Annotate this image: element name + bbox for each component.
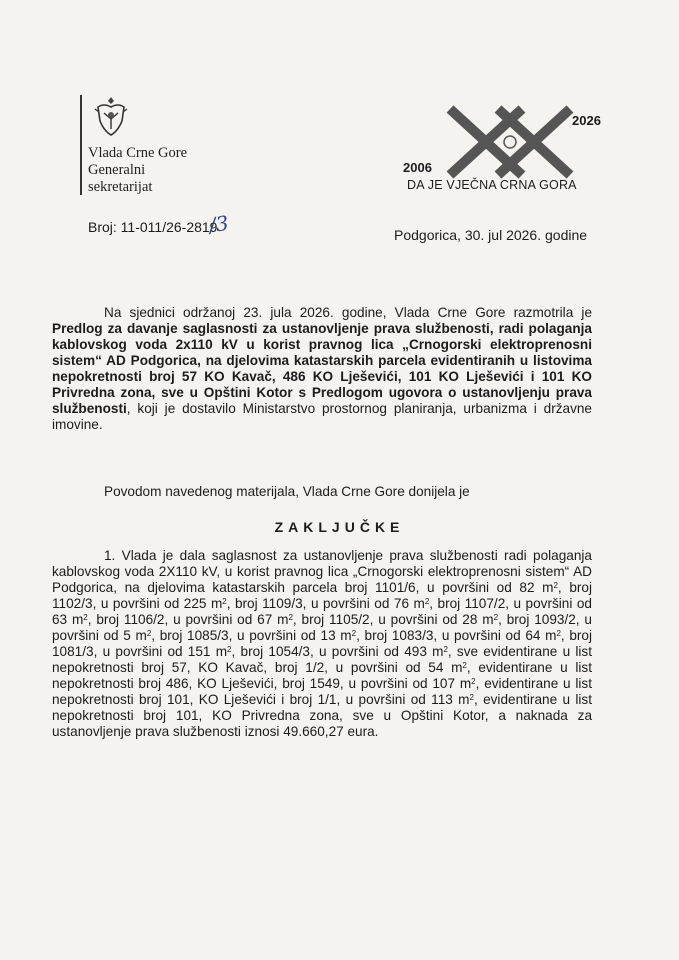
logo-year-right: 2026 xyxy=(572,113,601,128)
povodom-text: Povodom navedenog materijala, Vlada Crne Gore donijela je xyxy=(104,484,470,499)
conclusion-text: , broj 1093/2, u površini od 5 m xyxy=(52,612,592,643)
conclusion-text: , broj 1081/3, u površini od 151 m xyxy=(52,628,592,659)
conclusion-text: , broj 1109/3, u površini od 76 m xyxy=(226,596,425,611)
conclusion-text: , broj 1107/2, u površini od 63 m xyxy=(52,596,592,627)
logo-year-left: 2006 xyxy=(403,160,432,175)
reference-number: Broj: 11-011/26-2819 xyxy=(88,219,218,235)
conclusion-text: 1. Vlada je dala saglasnost za ustanovljenje prava službenosti radi polaganja kablovskog voda 2X110 kV, u korist pravnog lica „Crnogorski elektroprenosni sistem“ AD Podgorica, na djelovima katastarskih parcela broj 1101/6, u površini od 82 m xyxy=(52,548,592,595)
conclusions-heading: ZAKLJUČKE xyxy=(274,519,405,535)
unit-superscript: 2 xyxy=(471,677,476,686)
issuer-name: Vlada Crne Gore xyxy=(88,145,188,161)
unit-superscript: 2 xyxy=(462,661,467,670)
unit-superscript: 2 xyxy=(553,581,558,590)
coat-of-arms-icon xyxy=(92,95,130,139)
unit-superscript: 2 xyxy=(469,693,474,702)
conclusion-text: , broj 1083/3, u površini od 64 m xyxy=(356,628,557,643)
issuer-unit-line1: Generalni xyxy=(88,162,146,178)
conclusion-text: , broj 1105/2, u površini od 28 m xyxy=(292,612,494,627)
povodom-paragraph xyxy=(52,484,592,500)
conclusion-text: , broj 1085/3, u površini od 13 m xyxy=(151,628,352,643)
conclusion-text: , broj 1054/3, u površini od 493 m xyxy=(231,644,444,659)
unit-superscript: 2 xyxy=(83,613,88,622)
intro-subject: Predlog za davanje saglasnosti za ustanovljenje prava službenosti, radi polaganja kablovskog voda 2x110 kV u korist pravnog lica „Crnogorski elektroprenosni sistem“ AD Podgorica, na djelovima katastarskih parcela evidentiranih u listovima nepokretnosti broj 57 KO Kavač, 486 KO Lješevići, 101 KO Lješevići i 101 KO Privredna zona, sve u Opštini Kotor s Predlogom ugovora o ustanovljenju prava službenosti xyxy=(52,321,592,416)
issuer-unit-line2: sekretarijat xyxy=(88,179,153,195)
intro-paragraph xyxy=(52,305,592,433)
unit-superscript: 2 xyxy=(351,629,357,638)
conclusion-text: , evidentirane u list nepokretnosti broj 101, KO Lješevići i broj 1/1, u površini od 113 m xyxy=(52,676,593,707)
place-and-date: Podgorica, 30. jul 2026. godine xyxy=(394,227,588,243)
conclusion-1-paragraph xyxy=(52,548,592,740)
conclusion-text: , evidentirane u list nepokretnosti broj 101, KO Privredna zona, sve u Opštini Kotor, a naknada za ustanovljenje prava službenosti iznosi 49.660,27 eura. xyxy=(52,692,592,739)
unit-superscript: 2 xyxy=(443,645,448,654)
unit-superscript: 2 xyxy=(493,613,499,622)
unit-superscript: 2 xyxy=(424,597,430,606)
conclusion-text: , broj 1106/2, u površini od 67 m xyxy=(87,612,289,627)
intro-tail: , koji je dostavilo Ministarstvo prostornog planiranja, urbanizma i državne imovine. xyxy=(52,401,592,432)
conclusion-text: , evidentirane u list nepokretnosti broj 486, KO Lješevići, broj 1549, u površini od 107 m xyxy=(52,660,592,691)
conclusion-text: , sve evidentirane u list nepokretnosti broj 57, KO Kavač, broj 1/2, u površini od 54 m xyxy=(52,644,593,675)
unit-superscript: 2 xyxy=(146,629,152,638)
unit-superscript: 2 xyxy=(288,613,293,622)
header-divider-line xyxy=(80,95,82,195)
unit-superscript: 2 xyxy=(556,629,561,638)
unit-superscript: 2 xyxy=(227,645,232,654)
handwritten-reference-suffix: /3 xyxy=(207,210,231,238)
conclusion-text: , broj 1102/3, u površini od 225 m xyxy=(52,580,592,611)
unit-superscript: 2 xyxy=(222,597,227,606)
logo-motto: DA JE VJEČNA CRNA GORA xyxy=(407,178,577,192)
issuer-block xyxy=(88,145,187,196)
intro-lead: Na sjednici održanoj 23. jula 2026. godine, Vlada Crne Gore razmotrila je xyxy=(104,305,592,320)
